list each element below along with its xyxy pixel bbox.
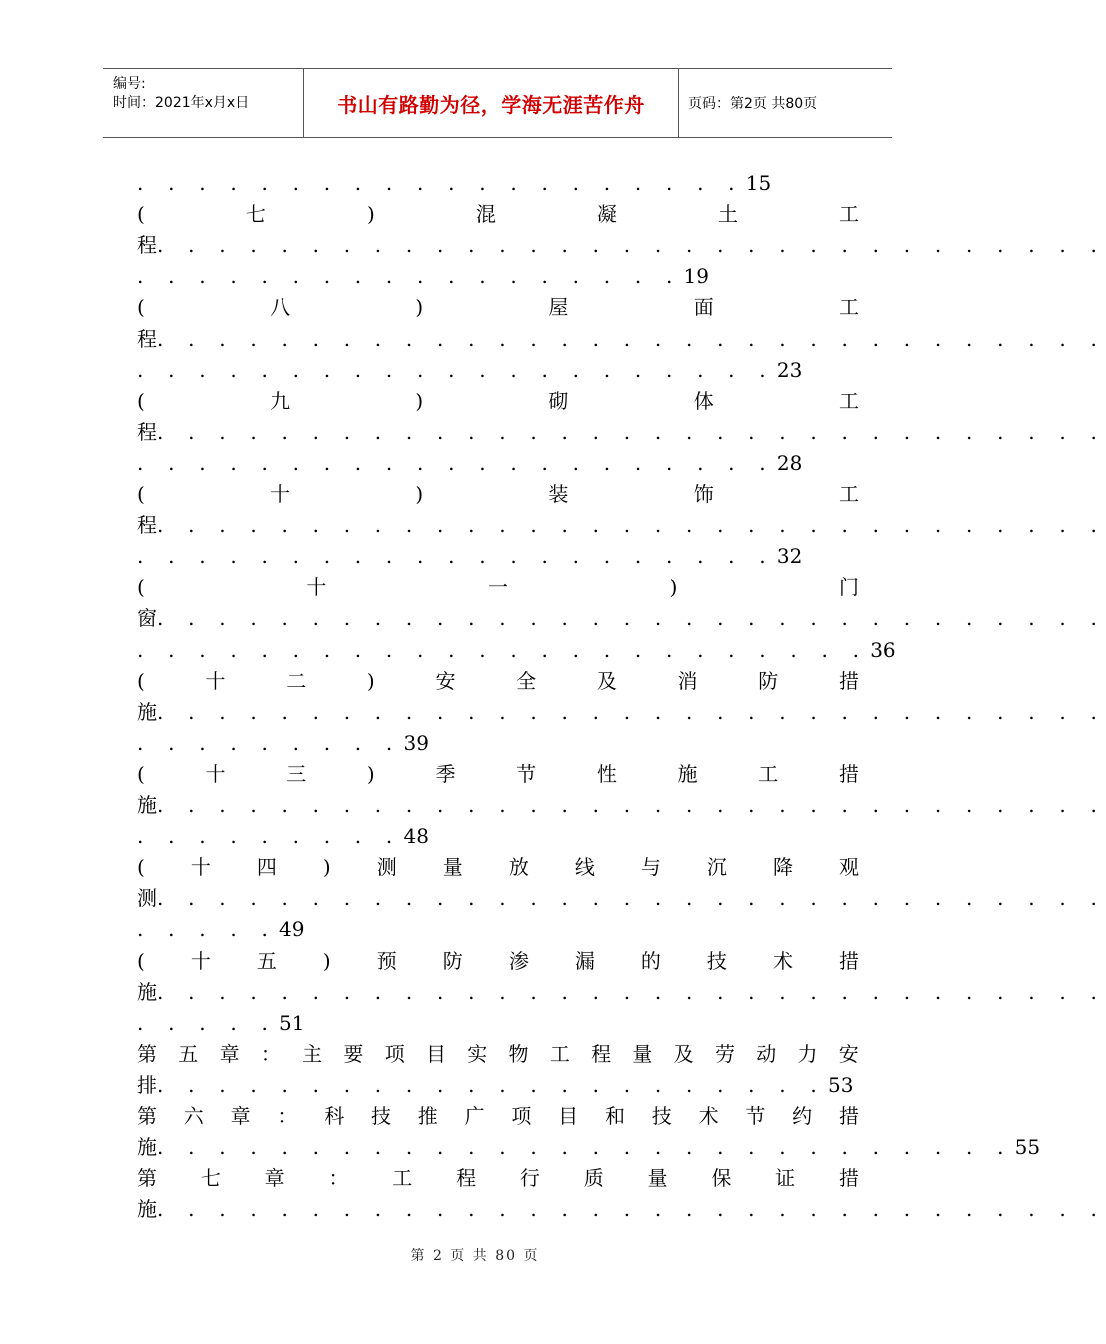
toc-leader-line <box>137 730 859 756</box>
toc-dot-leader: . . . . . . . . . . . . . . . . . . . . . . . . . . . . <box>157 1135 1013 1160</box>
toc-page-number: 36 <box>870 637 896 662</box>
toc-dot-leader: . . . . . . . . . . . . . . . . . . . . . . . . . . . . . . . <box>157 886 1106 911</box>
toc-dot-leader: . . . . . . . . . . . . . . . . . . . . . . . . . . . . . . . <box>157 1197 1106 1222</box>
toc-title-char: 门 <box>839 575 859 600</box>
toc-dot-leader: . . . . . . . . . . . . . . . . . . . . . . . . . . . . . . . <box>157 979 1106 1004</box>
toc-title-char: 和 <box>604 1104 625 1128</box>
toc-title-char: 量 <box>632 1041 653 1066</box>
toc-title-char: 九 <box>270 388 291 413</box>
toc-title-char: 程 <box>456 1166 477 1191</box>
toc-title-char: 物 <box>508 1041 529 1066</box>
motto: 书山有路勤为径，学海无涯苦作舟 <box>337 92 645 117</box>
number-label: 编号: <box>113 76 146 92</box>
toc-title-char: ) <box>415 295 424 320</box>
toc-title-char: 章 <box>219 1041 240 1066</box>
toc-leader-line <box>137 326 1106 352</box>
toc-page-number: 53 <box>827 1072 854 1097</box>
toc-title-char: 防 <box>758 668 779 693</box>
toc-title-char: ) <box>415 388 424 413</box>
toc-title-char: 十 <box>270 482 291 506</box>
toc-title-char: 消 <box>677 668 698 693</box>
toc-title-char: ( <box>137 761 145 786</box>
toc-leader-line <box>137 1010 859 1036</box>
toc-leader-line <box>137 232 1106 258</box>
toc-title-char: ) <box>366 202 375 227</box>
toc-title-char: 安 <box>435 668 456 693</box>
toc-dot-leader: . . . . . . . . . . . . . . . . . . . . . <box>137 357 775 382</box>
toc-title-char: ( <box>137 202 145 227</box>
toc-title-char: 安 <box>838 1041 859 1066</box>
toc-title-char: 屋 <box>548 295 569 320</box>
toc-page-number: 23 <box>776 357 803 382</box>
toc-dot-leader: . . . . . . . . . . . . . . . . . . . . . . . . . . . . . . . <box>157 233 1106 258</box>
toc-page-number: 48 <box>403 824 429 849</box>
toc-title-char: ： <box>277 1104 298 1128</box>
page-info: 页码：第2页 共80页 <box>688 96 818 112</box>
toc-page-number: 39 <box>403 730 429 755</box>
toc-title-char: 目 <box>425 1041 446 1066</box>
toc-title-char: 十 <box>190 948 211 973</box>
toc-title-line <box>137 201 859 227</box>
toc-title-char: 推 <box>417 1104 438 1128</box>
toc-title-char: ( <box>137 668 145 693</box>
toc-title-char: 十 <box>205 761 226 786</box>
toc-lead-char: 测 <box>137 886 157 911</box>
toc-title-char: 七 <box>200 1166 221 1191</box>
toc-title-line <box>137 388 859 414</box>
toc-leader-line <box>137 543 859 569</box>
toc-title-char: 证 <box>775 1166 796 1191</box>
toc-title-char: 施 <box>677 761 698 786</box>
toc-title-char: 约 <box>792 1104 813 1128</box>
toc-title-char: 工 <box>838 388 859 413</box>
toc-title-char: 线 <box>574 855 595 880</box>
toc-title-char: 第 <box>137 1166 157 1191</box>
toc-lead-char: 施 <box>137 1135 157 1160</box>
toc-title-char: 工 <box>838 295 859 320</box>
toc-leader-line <box>137 1196 1106 1222</box>
toc-title-char: 质 <box>583 1166 604 1191</box>
toc-title-char: 沉 <box>706 855 727 880</box>
toc-title-char: 一 <box>488 575 508 600</box>
toc-title-line <box>137 668 859 694</box>
toc-lead-char: 施 <box>137 979 157 1004</box>
toc-title-char: 放 <box>508 855 529 880</box>
toc-title-char: 观 <box>838 855 859 880</box>
toc-lead-char: 程 <box>137 326 157 351</box>
toc-dot-leader: . . . . . . . . . <box>137 824 402 849</box>
page-header <box>103 68 892 138</box>
toc-title-char: 的 <box>640 948 661 973</box>
toc-dot-leader: . . . . . . . . . . . . . . . . . . . . . <box>137 544 775 569</box>
toc-dot-leader: . . . . . . . . . . . . . . . . . . <box>137 264 682 289</box>
toc-title-char: 量 <box>442 855 463 880</box>
toc-title-char: 体 <box>693 388 714 413</box>
toc-title-char: 实 <box>467 1041 488 1066</box>
toc-leader-line <box>137 637 896 663</box>
toc-title-char: 目 <box>558 1104 579 1128</box>
header-motto-cell <box>303 69 679 137</box>
toc-title-line <box>137 574 859 600</box>
toc-title-char: 土 <box>717 202 738 227</box>
toc-title-char: 防 <box>442 948 463 973</box>
toc-title-char: 预 <box>376 948 397 973</box>
toc-title-char: 混 <box>475 202 496 227</box>
toc-dot-leader: . . . . . . . . . . . . . . . . . . . . . . . . . . . . . . . <box>157 793 1106 817</box>
toc-lead-char: 程 <box>137 233 157 258</box>
toc-leader-line <box>137 979 1106 1005</box>
toc-title-char: 章 <box>230 1104 251 1128</box>
toc-title-char: ) <box>322 855 331 880</box>
toc-page-number: 15 <box>745 171 772 195</box>
toc-title-char: ) <box>322 948 331 973</box>
toc-title-char: 五 <box>256 948 277 973</box>
toc-leader-line <box>137 1134 1041 1160</box>
toc-title-char: 第 <box>137 1041 157 1066</box>
toc-title-char: 工 <box>838 482 859 506</box>
toc-dot-leader: . . . . . <box>137 917 278 942</box>
toc-title-line <box>137 1165 859 1191</box>
toc-title-char: ( <box>137 855 145 880</box>
toc-leader-line <box>137 792 1106 818</box>
toc-title-char: 节 <box>516 761 537 786</box>
toc-title-char: 饰 <box>693 482 714 506</box>
toc-title-char: 四 <box>256 855 277 880</box>
toc-leader-line <box>137 699 1106 725</box>
toc-title-char: 降 <box>772 855 793 880</box>
toc-page-number: 19 <box>683 264 709 289</box>
toc-title-char: 二 <box>286 668 307 693</box>
toc-title-char: 动 <box>756 1041 777 1066</box>
toc-page-number: 49 <box>279 917 305 942</box>
toc-title-char: 措 <box>838 1104 859 1128</box>
toc-title-line <box>137 948 859 974</box>
toc-title-char: ( <box>137 388 145 413</box>
toc-dot-leader: . . . . . . . . . . . . . . . . . . . . . . <box>157 1072 826 1097</box>
toc-title-char: 十 <box>190 855 211 880</box>
toc-title-char: 技 <box>370 1104 391 1128</box>
toc-dot-leader: . . . . . . . . . . . . . . . . . . . . . . . . . . . . . . . <box>157 699 1106 724</box>
toc-title-char: 项 <box>384 1041 405 1066</box>
toc-title-char: 五 <box>178 1041 199 1066</box>
toc-title-char: 第 <box>137 1104 157 1128</box>
toc-dot-leader: . . . . . . . . . . . . . . . . . . . . . . . . <box>137 637 869 662</box>
toc-page-number: 28 <box>776 450 803 475</box>
toc-title-char: 砌 <box>548 388 569 413</box>
toc-leader-line <box>137 263 859 289</box>
toc-title-char: 措 <box>838 668 859 693</box>
toc-title-line <box>137 761 859 787</box>
toc-title-line <box>137 294 859 320</box>
toc-title-char: 及 <box>596 668 617 693</box>
toc-page-number: 32 <box>776 544 803 569</box>
toc-title-char: 十 <box>306 575 327 600</box>
toc-leader-line <box>137 605 1106 631</box>
toc-title-char: 工 <box>758 761 779 786</box>
toc-title-char: ( <box>137 295 145 320</box>
toc-title-char: 措 <box>838 1166 859 1191</box>
toc-title-char: 量 <box>647 1166 668 1191</box>
toc-lead-char: 施 <box>137 699 157 724</box>
toc-title-char: 保 <box>711 1166 732 1191</box>
toc-title-char: 凝 <box>596 202 617 227</box>
toc-lead-char: 程 <box>137 419 157 444</box>
toc-title-char: 项 <box>511 1104 532 1128</box>
toc-title-char: ) <box>415 482 424 506</box>
toc-title-char: ) <box>366 761 375 786</box>
toc-title-line <box>137 1041 859 1067</box>
toc-title-char: 程 <box>591 1041 612 1066</box>
toc-dot-leader: . . . . . . . . . . . . . . . . . . . . . . . . . . . . . . . <box>157 606 1106 631</box>
toc-lead-char: 窗 <box>137 606 157 631</box>
toc-dot-leader: . . . . . . . . . . . . . . . . . . . . . <box>137 450 775 475</box>
toc-title-char: ： <box>328 1166 349 1191</box>
toc-dot-leader: . . . . . . . . . . . . . . . . . . . . . . . . . . . . . . . <box>157 326 1106 351</box>
toc-dot-leader: . . . . . . . . . . . . . . . . . . . . . . . . . . . . . . . <box>157 419 1106 444</box>
toc-title-char: 面 <box>693 295 714 320</box>
header-meta <box>103 69 303 137</box>
toc-title-char: 科 <box>324 1104 345 1128</box>
toc-dot-leader: . . . . . <box>137 1010 278 1035</box>
toc-leader-line <box>137 357 859 383</box>
toc-title-line <box>137 481 859 507</box>
toc-title-char: ( <box>137 482 145 506</box>
toc-leader-line <box>137 916 859 942</box>
toc-title-char: 及 <box>673 1041 694 1066</box>
toc-title-char: 三 <box>286 761 307 786</box>
toc-title-char: 渗 <box>508 948 529 973</box>
toc-title-char: 技 <box>706 948 727 973</box>
time-label: 时间：2021年x月x日 <box>113 95 250 111</box>
toc-title-char: 十 <box>205 668 226 693</box>
toc-lead-char: 程 <box>137 513 157 538</box>
toc-title-char: 要 <box>343 1041 364 1066</box>
toc-leader-line <box>137 823 859 849</box>
toc-title-char: 漏 <box>574 948 595 973</box>
toc-dot-leader: . . . . . . . . . . . . . . . . . . . . <box>137 171 744 195</box>
toc-leader-line <box>137 170 859 196</box>
toc-leader-line <box>137 450 859 476</box>
toc-lead-char: 施 <box>137 793 157 817</box>
toc-lead-char: 施 <box>137 1197 157 1222</box>
toc-leader-line <box>137 512 1106 538</box>
toc-dot-leader: . . . . . . . . . <box>137 730 402 755</box>
toc-title-char: 行 <box>519 1166 540 1191</box>
toc-title-line <box>137 854 859 880</box>
toc-leader-line <box>137 1072 859 1098</box>
toc-title-char: 工 <box>549 1041 570 1066</box>
toc-title-line <box>137 1103 859 1129</box>
toc-title-char: 措 <box>838 761 859 786</box>
toc-title-char: ： <box>260 1041 281 1066</box>
toc-title-char: 季 <box>435 761 456 786</box>
toc-title-char: ( <box>137 575 145 600</box>
toc-title-char: 工 <box>839 202 859 227</box>
toc-title-char: 节 <box>745 1104 766 1128</box>
page-footer: 第 2 页 共 80 页 <box>410 1248 540 1264</box>
toc-title-char: 工 <box>392 1166 413 1191</box>
toc-title-char: 力 <box>797 1041 818 1066</box>
toc-title-char: 八 <box>270 295 291 320</box>
toc-page-number: 51 <box>279 1010 305 1035</box>
toc-lead-char: 排 <box>137 1072 157 1097</box>
toc-title-char: ) <box>669 575 678 600</box>
toc-title-char: 章 <box>264 1166 285 1191</box>
toc-title-char: 术 <box>698 1104 719 1128</box>
toc-title-char: 术 <box>772 948 793 973</box>
toc-leader-line <box>137 419 1106 445</box>
toc-title-char: 与 <box>640 855 661 880</box>
toc-title-char: 全 <box>516 668 537 693</box>
toc-page-number: 55 <box>1014 1135 1041 1160</box>
header-page-cell <box>678 69 892 137</box>
toc-title-char: 劳 <box>714 1041 735 1066</box>
toc-title-char: 装 <box>548 482 569 506</box>
toc-title-char: 性 <box>596 761 617 786</box>
toc-title-char: 六 <box>183 1104 204 1128</box>
toc-title-char: 广 <box>464 1104 485 1128</box>
toc-title-char: ( <box>137 948 145 973</box>
toc-title-char: ) <box>366 668 375 693</box>
toc-title-char: 测 <box>376 855 397 880</box>
toc-title-char: 技 <box>651 1104 672 1128</box>
toc-title-char: 措 <box>838 948 859 973</box>
toc-title-char: 主 <box>302 1041 323 1066</box>
toc-leader-line <box>137 885 1106 911</box>
toc-dot-leader: . . . . . . . . . . . . . . . . . . . . . . . . . . . . . . . <box>157 513 1106 538</box>
toc-title-char: 七 <box>245 202 266 227</box>
